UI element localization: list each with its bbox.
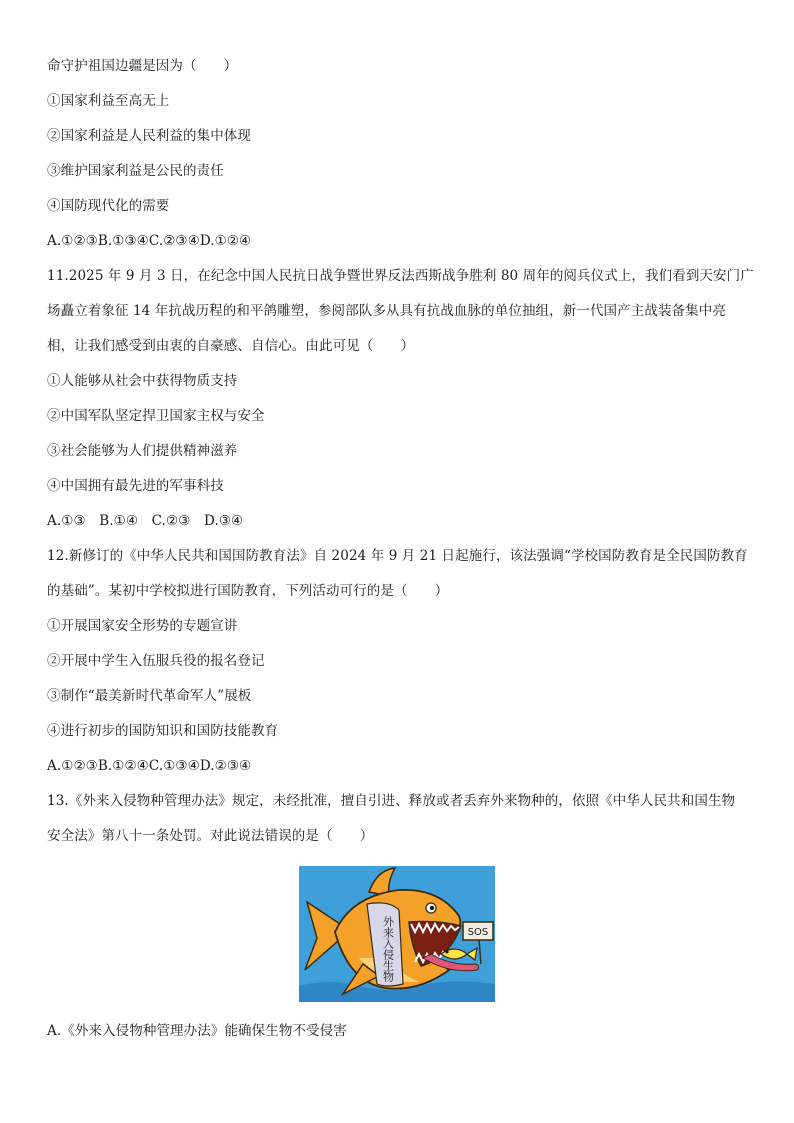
q12-stem-line-1: 12.新修订的《中华人民共和国国防教育法》自 2024 年 9 月 21 日起施行，该法强调“学校国防教育是全民国防教育 bbox=[47, 548, 748, 564]
sos-sign-text: SOS bbox=[467, 927, 489, 938]
q10-choices: A.①②③B.①③④C.②③④D.①②④ bbox=[47, 233, 252, 249]
q11-option-1: ①人能够从社会中获得物质支持 bbox=[47, 373, 238, 389]
q11-stem-line-1: 11.2025 年 9 月 3 日，在纪念中国人民抗日战争暨世界反法西斯战争胜利 80 周年的阅兵仪式上，我们看到天安门广 bbox=[47, 268, 754, 284]
q12-option-4: ④进行初步的国防知识和国防技能教育 bbox=[47, 723, 279, 739]
q12-stem-line-2: 的基础”。某初中学校拟进行国防教育，下列活动可行的是（ ） bbox=[47, 583, 449, 599]
q11-stem-line-2: 场矗立着象征 14 年抗战历程的和平鸽雕塑，参阅部队多从具有抗战血脉的单位抽组，新一代国产主战装备集中亮 bbox=[47, 303, 726, 319]
q12-option-3: ③制作“最美新时代革命军人”展板 bbox=[47, 688, 252, 704]
shark-label-text: 外来入侵生物 bbox=[381, 916, 395, 982]
q12-option-1: ①开展国家安全形势的专题宣讲 bbox=[47, 618, 238, 634]
q11-choices: A.①③ B.①④ C.②③ D.③④ bbox=[47, 513, 244, 529]
q13-stem-line-1: 13.《外来入侵物种管理办法》规定，未经批准，擅自引进、释放或者丢弃外来物种的，依照《中华人民共和国生物 bbox=[47, 793, 736, 809]
cartoon-svg bbox=[299, 866, 495, 1002]
q11-option-4: ④中国拥有最先进的军事科技 bbox=[47, 478, 224, 494]
q10-option-1: ①国家利益至高无上 bbox=[47, 93, 170, 109]
q10-option-4: ④国防现代化的需要 bbox=[47, 198, 170, 214]
q12-option-2: ②开展中学生入伍服兵役的报名登记 bbox=[47, 653, 265, 669]
q11-option-3: ③社会能够为人们提供精神滋养 bbox=[47, 443, 238, 459]
q11-stem-line-3: 相，让我们感受到由衷的自豪感、自信心。由此可见（ ） bbox=[47, 338, 415, 354]
q10-option-2: ②国家利益是人民利益的集中体现 bbox=[47, 128, 251, 144]
q13-stem-line-2: 安全法》第八十一条处罚。对此说法错误的是（ ） bbox=[47, 828, 374, 844]
q11-option-2: ②中国军队坚定捍卫国家主权与安全 bbox=[47, 408, 265, 424]
q10-option-3: ③维护国家利益是公民的责任 bbox=[47, 163, 224, 179]
q10-stem-tail: 命守护祖国边疆是因为（ ） bbox=[47, 58, 238, 74]
shark-pupil bbox=[430, 906, 434, 910]
q13-option-a: A.《外来入侵物种管理办法》能确保生物不受侵害 bbox=[47, 1023, 347, 1039]
invasive-species-cartoon bbox=[299, 866, 495, 1002]
q12-choices: A.①②③B.①②④C.①③④D.②③④ bbox=[47, 758, 252, 774]
small-fish-eye bbox=[446, 951, 449, 954]
